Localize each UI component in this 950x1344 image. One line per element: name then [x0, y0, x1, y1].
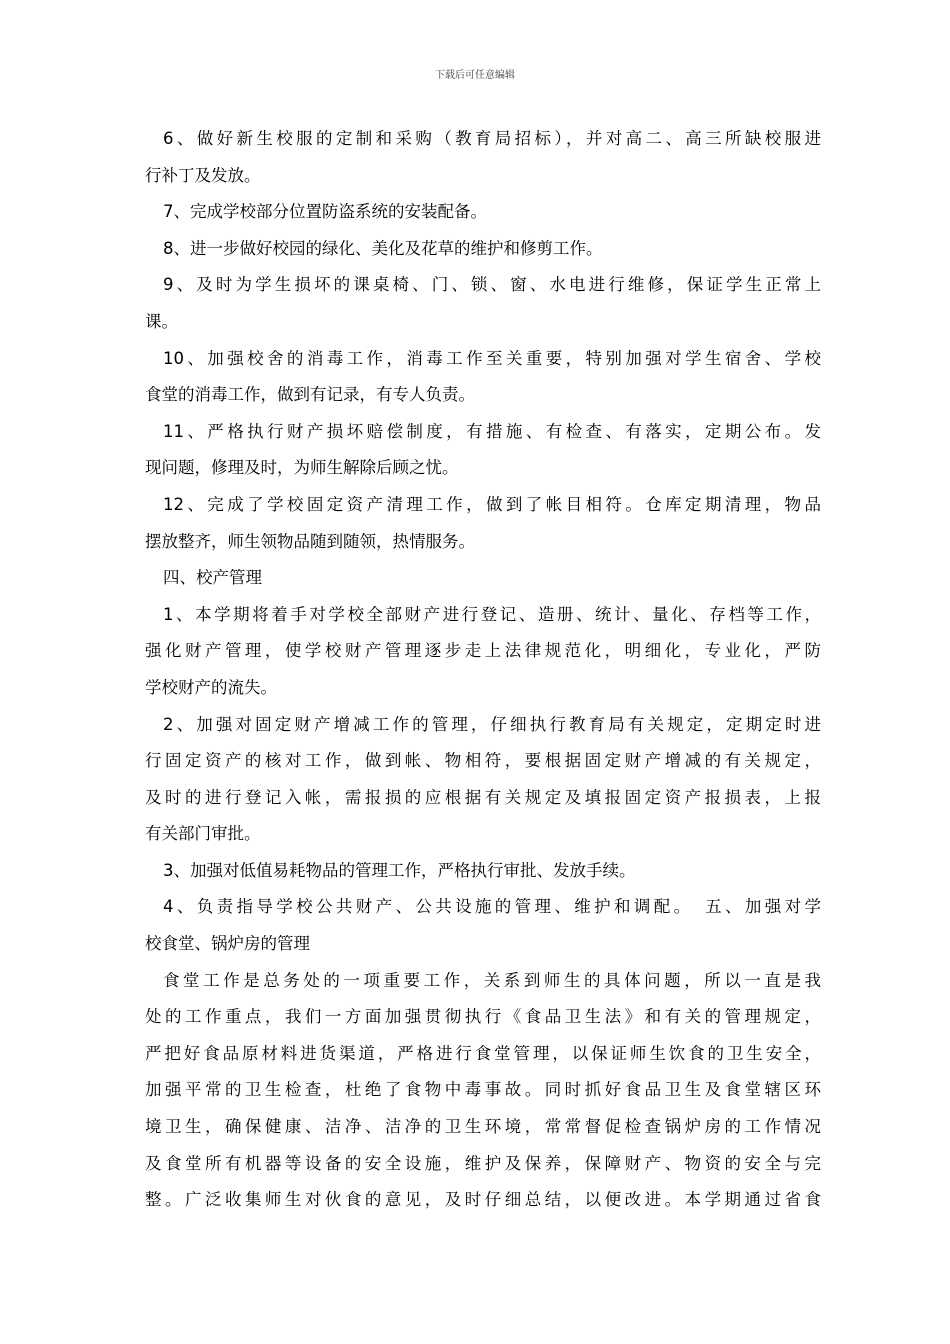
- text-line: 境卫生，确保健康、洁净、洁净的卫生环境，常常督促检查锅炉房的工作情况: [145, 1117, 821, 1137]
- text-line: 2、加强对固定财产增减工作的管理，仔细执行教育局有关规定，定期定时进: [163, 714, 821, 734]
- text-line: 11、严格执行财产损坏赔偿制度，有措施、有检查、有落实，定期公布。发: [163, 421, 821, 441]
- text-line: 强化财产管理，使学校财产管理逐步走上法律规范化，明细化，专业化，严防: [145, 641, 821, 661]
- document-body: [145, 121, 821, 1219]
- text-line: 10、加强校舍的消毒工作，消毒工作至关重要，特别加强对学生宿舍、学校: [163, 348, 821, 368]
- text-line: 现问题，修理及时，为师生解除后顾之忧。: [145, 458, 459, 478]
- text-line: 加强平常的卫生检查，杜绝了食物中毒事故。同时抓好食品卫生及食堂辖区环: [145, 1080, 821, 1100]
- text-line: 食堂工作是总务处的一项重要工作，关系到师生的具体问题，所以一直是我: [163, 970, 821, 990]
- text-line: 课。: [145, 311, 178, 331]
- text-line: 及时的进行登记入帐，需报损的应根据有关规定及填报固定资产报损表，上报: [145, 787, 821, 807]
- text-line: 12、完成了学校固定资产清理工作，做到了帐目相符。仓库定期清理，物品: [163, 494, 821, 514]
- text-line: 9、及时为学生损坏的课桌椅、门、锁、窗、水电进行维修，保证学生正常上: [163, 275, 821, 295]
- text-line: 行补丁及发放。: [145, 165, 261, 185]
- text-line: 3、加强对低值易耗物品的管理工作，严格执行审批、发放手续。: [163, 860, 636, 880]
- text-line: 4、负责指导学校公共财产、公共设施的管理、维护和调配。 五、加强对学: [163, 897, 821, 917]
- text-line: 处的工作重点，我们一方面加强贯彻执行《食品卫生法》和有关的管理规定，: [145, 1007, 821, 1027]
- text-line: 摆放整齐，师生领物品随到随领，热情服务。: [145, 531, 475, 551]
- page-header: 下载后可任意编辑: [435, 70, 515, 81]
- text-line: 校食堂、锅炉房的管理: [145, 934, 310, 954]
- text-line: 学校财产的流失。: [145, 677, 277, 697]
- text-line: 1、本学期将着手对学校全部财产进行登记、造册、统计、量化、存档等工作，: [163, 604, 821, 624]
- text-line: 7、完成学校部分位置防盗系统的安装配备。: [163, 202, 487, 222]
- text-line: 四、校产管理: [163, 568, 262, 588]
- text-line: 8、进一步做好校园的绿化、美化及花草的维护和修剪工作。: [163, 238, 603, 258]
- text-line: 有关部门审批。: [145, 824, 261, 844]
- text-line: 严把好食品原材料进货渠道，严格进行食堂管理，以保证师生饮食的卫生安全，: [145, 1043, 821, 1063]
- text-line: 及食堂所有机器等设备的安全设施，维护及保养，保障财产、物资的安全与完: [145, 1153, 821, 1173]
- text-line: 6、做好新生校服的定制和采购（教育局招标），并对高二、高三所缺校服进: [163, 129, 821, 148]
- text-line: 整。广泛收集师生对伙食的意见，及时仔细总结，以便改进。本学期通过省食: [145, 1190, 821, 1210]
- text-line: 食堂的消毒工作，做到有记录，有专人负责。: [145, 385, 475, 405]
- text-line: 行固定资产的核对工作，做到帐、物相符，要根据固定财产增减的有关规定，: [145, 751, 821, 771]
